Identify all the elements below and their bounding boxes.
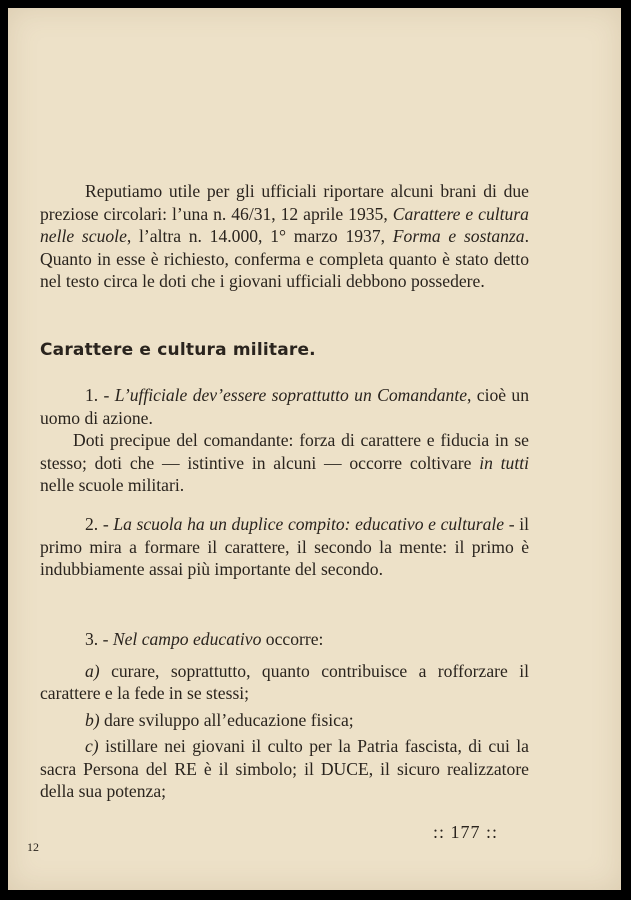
item-text: occorre: [261, 629, 324, 649]
item-title: L’ufficiale dev’essere soprattutto un Comandante [114, 385, 468, 405]
list-marker-c: c) [85, 736, 99, 756]
circular-title-1: Carattere e cultura nelle scuole [40, 203, 529, 246]
item-number: 3. - [85, 629, 113, 649]
list-item-b: dare sviluppo all’educazione fisica; [99, 709, 354, 730]
list-marker-a: a) [85, 660, 100, 681]
item-number: 2. - [85, 514, 114, 534]
intro-text-2: , l’altra n. 14.000, 1° marzo 1937, [126, 226, 393, 246]
page-number: :: 177 :: [433, 822, 499, 842]
intro-text: Reputiamo utile per gli ufficiali riportare alcuni brani di due preziose circolari: l’una n. 46/31, 12 aprile 1935, [40, 181, 529, 224]
intro-paragraph [40, 180, 529, 293]
section-3 [40, 628, 529, 803]
book-page [8, 8, 621, 890]
intro-text-3: . Quanto in esse è richiesto, conferma e completa quanto è stato detto nel testo circa le doti che i giovani ufficiali debbono possedere. [40, 226, 529, 291]
item-title: La scuola ha un duplice compito: educativo e culturale [113, 514, 505, 534]
section-1 [40, 384, 529, 497]
sheet-number: 12 [27, 840, 39, 854]
item-title: Nel campo educativo [112, 629, 262, 649]
paragraph-text-end: nelle scuole militari. [40, 475, 185, 495]
item-number: 1. - [85, 385, 115, 405]
list-item-c: istillare nei giovani il culto per la Patria fascista, di cui la sacra Persona del RE è il simbolo; il DUCE, il sicuro realizzatore della sua potenza; [40, 736, 529, 801]
section-heading: Carattere e cultura militare. [40, 340, 316, 360]
paragraph-text: Doti precipue del comandante: forza di carattere e fiducia in se stesso; doti che — istintive in alcuni — occorre coltivare [40, 430, 529, 473]
list-item-a: curare, soprattutto, quanto contribuisce a rofforzare il carattere e la fede in se stessi; [40, 660, 529, 703]
item-text: - il primo mira a formare il carattere, il secondo la mente: il primo è indubbiamente assai più importante del secondo. [40, 514, 529, 579]
circular-title-2: Forma e sostanza [392, 226, 525, 246]
item-text: , cioè un uomo di azione. [40, 385, 529, 428]
emphasis-text: in tutti [479, 452, 530, 473]
section-2 [40, 513, 529, 581]
list-marker-b: b) [85, 709, 100, 730]
